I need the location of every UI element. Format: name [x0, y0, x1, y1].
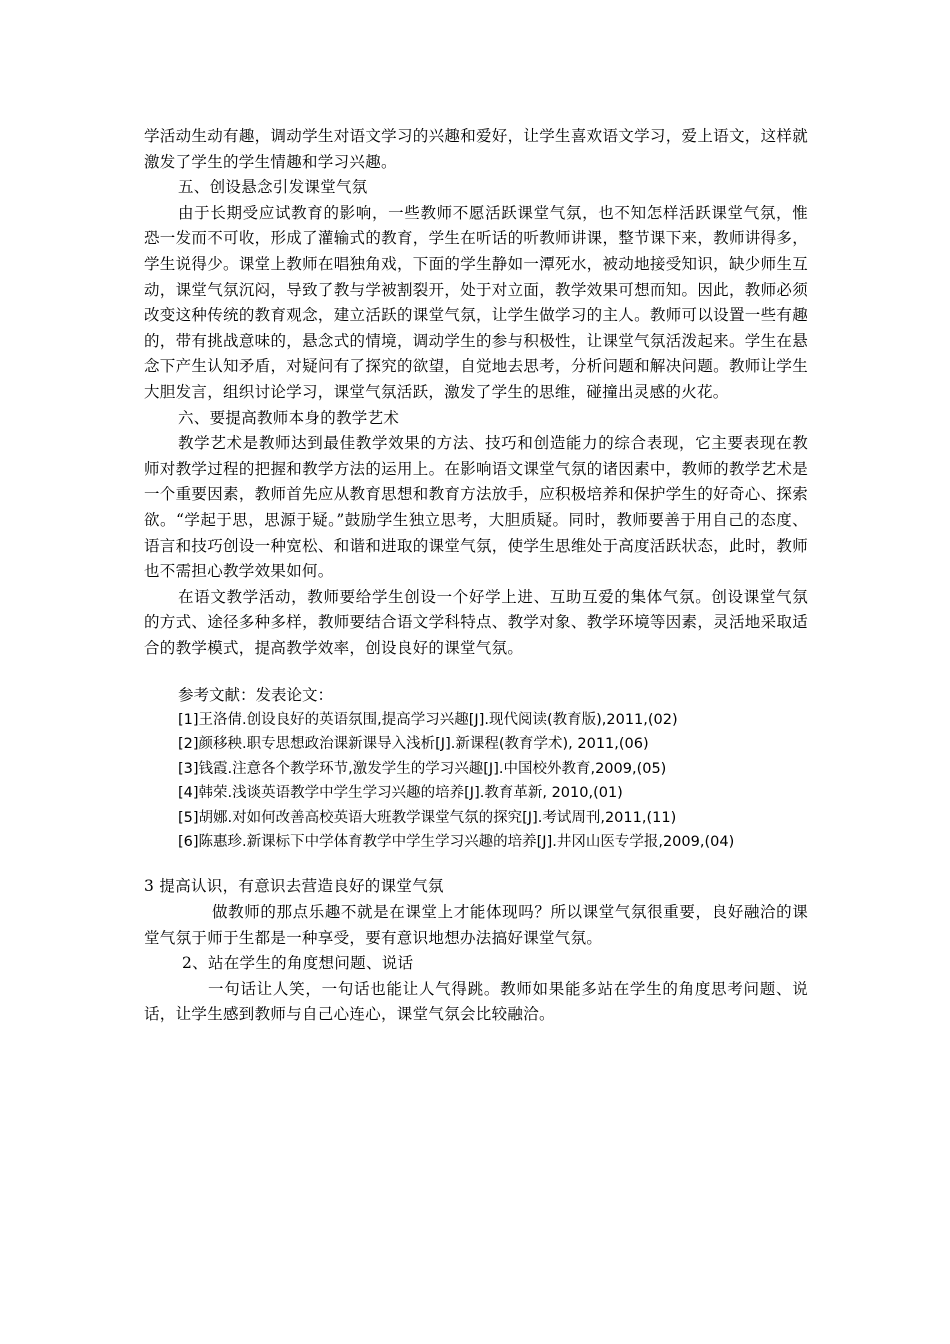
references-title: 参考文献：发表论文： [178, 686, 334, 705]
reference-item: [5]胡娜.对如何改善高校英语大班教学课堂气氛的探究[J].考试周刊,2011,(11) [178, 809, 677, 826]
paragraph-teacher-joy: 做教师的那点乐趣不就是在课堂上才能体现吗？所以课堂气氛很重要，良好融洽的课堂气氛于师于生都是一种享受，要有意识地想办法搞好课堂气氛。 [144, 902, 808, 947]
tail-section [144, 874, 808, 1028]
document-page [144, 124, 808, 1028]
paragraph-teaching-art: 教学艺术是教师达到最佳教学效果的方法、技巧和创造能力的综合表现，它主要表现在教师对教学过程的把握和教学方法的运用上。在影响语文课堂气氛的诸因素中，教师的教学艺术是一个重要因素，教师首先应从教育思想和教育方法放手，应积极培养和保护学生的好奇心、探索欲。“学起于思，思源于疑。”鼓励学生独立思考，大胆质疑。同时，教师要善于用自己的态度、语言和技巧创设一种宽松、和谐和进取的课堂气氛，使学生思维处于高度活跃状态，此时，教师也不需担心教学效果如何。 [144, 434, 808, 581]
references-section [144, 683, 808, 854]
paragraph-student-perspective: 一句话让人笑，一句话也能让人气得跳。教师如果能多站在学生的角度思考问题、说话，让学生感到教师与自己心连心，课堂气氛会比较融洽。 [144, 979, 808, 1024]
paragraph-suspense: 由于长期受应试教育的影响，一些教师不愿活跃课堂气氛，也不知怎样活跃课堂气氛，惟恐一发而不可收，形成了灌输式的教育，学生在听话的听教师讲课，整节课下来，教师讲得多，学生说得少。课堂上教师在唱独角戏，下面的学生静如一潭死水，被动地接受知识，缺少师生互动，课堂气氛沉闷，导致了教与学被割裂开，处于对立面，教学效果可想而知。因此，教师必须改变这种传统的教育观念，建立活跃的课堂气氛，让学生做学习的主人。教师可以设置一些有趣的，带有挑战意味的，悬念式的情境，调动学生的参与积极性，让课堂气氛活泼起来。学生在悬念下产生认知矛盾，对疑问有了探究的欲望，自觉地去思考，分析问题和解决问题。教师让学生大胆发言，组织讨论学习，课堂气氛活跃，激发了学生的思维，碰撞出灵感的火花。 [144, 203, 808, 401]
reference-item: [2]颜移秧.职专思想政治课新课导入浅析[J].新课程(教育学术), 2011,(06) [178, 736, 649, 753]
reference-item: [4]韩荣.浅谈英语教学中学生学习兴趣的培养[J].教育革新, 2010,(01) [178, 785, 623, 802]
paragraph-collective-atmosphere: 在语文教学活动，教师要给学生创设一个好学上进、互助互爱的集体气氛。创设课堂气氛的方式、途径多种多样，教师要结合语文学科特点、教学对象、教学环境等因素，灵活地采取适合的教学模式，提高教学效率，创设良好的课堂气氛。 [144, 587, 808, 657]
reference-item: [6]陈惠珍.新课标下中学体育教学中学生学习兴趣的培养[J].井冈山医专学报,2009,(04) [178, 833, 735, 850]
section-heading-5: 五、创设悬念引发课堂气氛 [178, 178, 368, 197]
reference-item: [3]钱霞.注意各个教学环节,激发学生的学习兴趣[J].中国校外教育,2009,(05) [178, 760, 667, 777]
reference-item: [1]王洛倩.创设良好的英语氛围,提高学习兴趣[J].现代阅读(教育版),2011,(02) [178, 711, 678, 728]
section-heading-6: 六、要提高教师本身的教学艺术 [178, 408, 400, 427]
section-heading-2: 2、站在学生的角度想问题、说话 [182, 954, 414, 973]
paragraph-continued: 学活动生动有趣，调动学生对语文学习的兴趣和爱好，让学生喜欢语文学习，爱上语文，这样就激发了学生的学生情趣和学习兴趣。 [144, 127, 808, 171]
section-heading-3: 3 提高认识，有意识去营造良好的课堂气氛 [144, 877, 444, 896]
